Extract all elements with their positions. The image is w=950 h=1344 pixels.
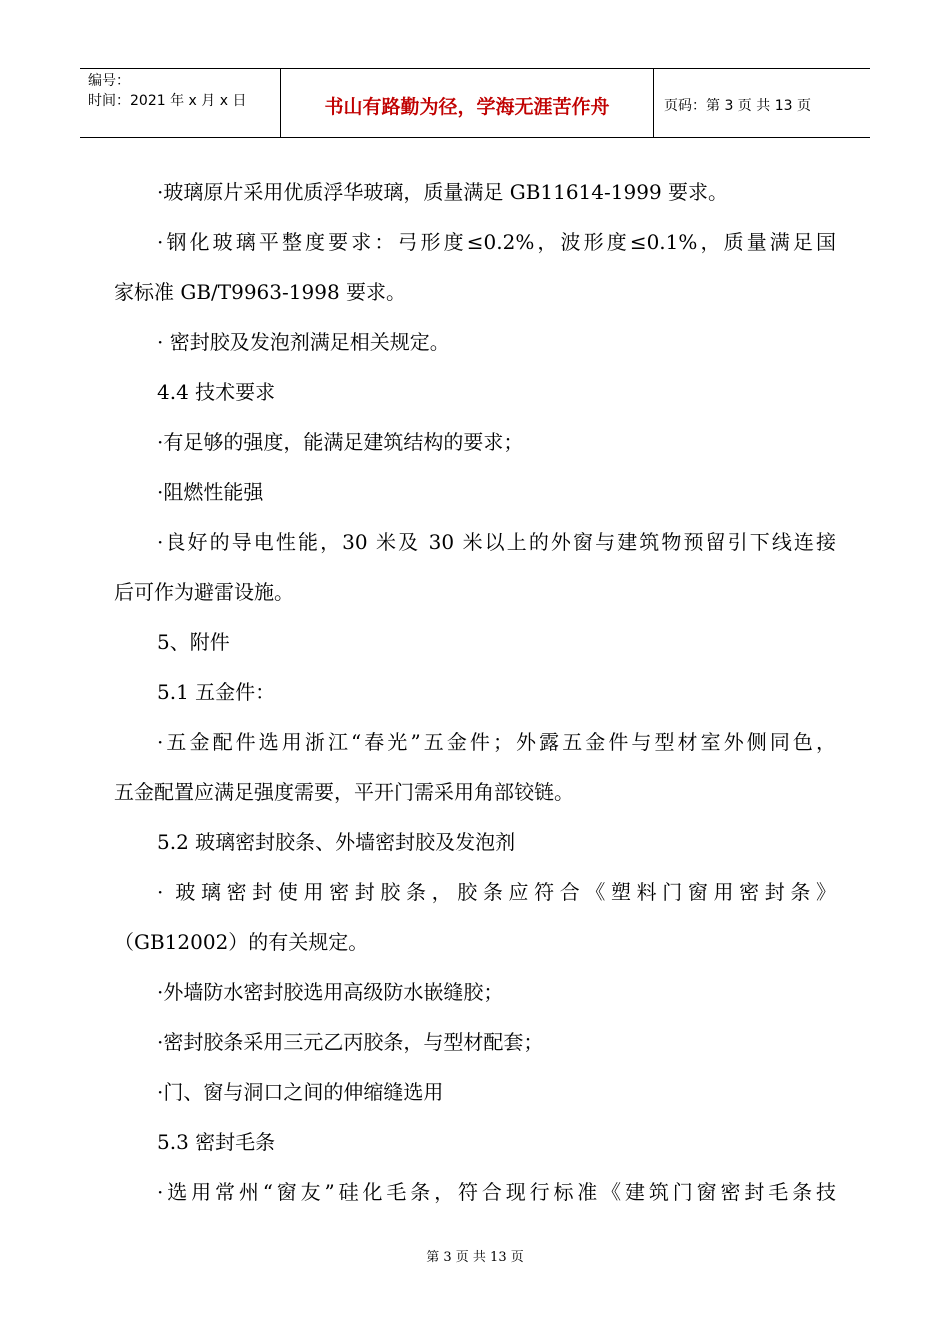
paragraph-line: ·玻璃原片采用优质浮华玻璃，质量满足 GB11614-1999 要求。 — [157, 180, 729, 204]
paragraph-line: ·有足够的强度，能满足建筑结构的要求； — [157, 430, 524, 454]
paragraph-line: 后可作为避雷设施。 — [114, 580, 294, 604]
section-heading: 4.4 技术要求 — [157, 380, 276, 404]
paragraph-line: ·密封胶条采用三元乙丙胶条，与型材配套； — [157, 1030, 544, 1054]
page-header — [80, 68, 870, 138]
page-footer: 第 3 页 共 13 页 — [426, 1250, 524, 1265]
document-date: 时间：2021 年 x 月 x 日 — [88, 93, 247, 109]
document-number-label: 编号： — [88, 73, 130, 89]
paragraph-line: ·外墙防水密封胶选用高级防水嵌缝胶； — [157, 980, 504, 1004]
header-meta — [80, 69, 281, 137]
paragraph-line: · 密封胶及发泡剂满足相关规定。 — [157, 330, 450, 354]
paragraph-line: ·门、窗与洞口之间的伸缩缝选用 — [157, 1080, 444, 1104]
paragraph-line: · 玻璃密封使用密封胶条，胶条应符合《塑料门窗用密封条》 — [157, 880, 836, 904]
section-heading: 5.1 五金件： — [157, 680, 276, 704]
section-heading: 5、附件 — [157, 630, 230, 654]
paragraph-line: ·选用常州“窗友”硅化毛条，符合现行标准《建筑门窗密封毛条技 — [157, 1180, 836, 1204]
paragraph-line: 五金配置应满足强度需要，平开门需采用角部铰链。 — [114, 780, 574, 804]
paragraph-line: ·钢化玻璃平整度要求：弓形度≤0.2%，波形度≤0.1%，质量满足国 — [157, 230, 836, 254]
paragraph-line: ·阻燃性能强 — [157, 480, 264, 504]
paragraph-line: ·五金配件选用浙江“春光”五金件；外露五金件与型材室外侧同色， — [157, 730, 836, 754]
paragraph-line: ·良好的导电性能，30 米及 30 米以上的外窗与建筑物预留引下线连接 — [157, 530, 836, 554]
paragraph-line: （GB12002）的有关规定。 — [114, 930, 369, 954]
section-heading: 5.2 玻璃密封胶条、外墙密封胶及发泡剂 — [157, 830, 516, 854]
header-page-info: 页码：第 3 页 共 13 页 — [664, 98, 811, 114]
header-motto: 书山有路勤为径，学海无涯苦作舟 — [281, 69, 654, 137]
document-body — [114, 167, 836, 1217]
paragraph-line: 家标准 GB/T9963-1998 要求。 — [114, 280, 407, 304]
section-heading: 5.3 密封毛条 — [157, 1130, 276, 1154]
